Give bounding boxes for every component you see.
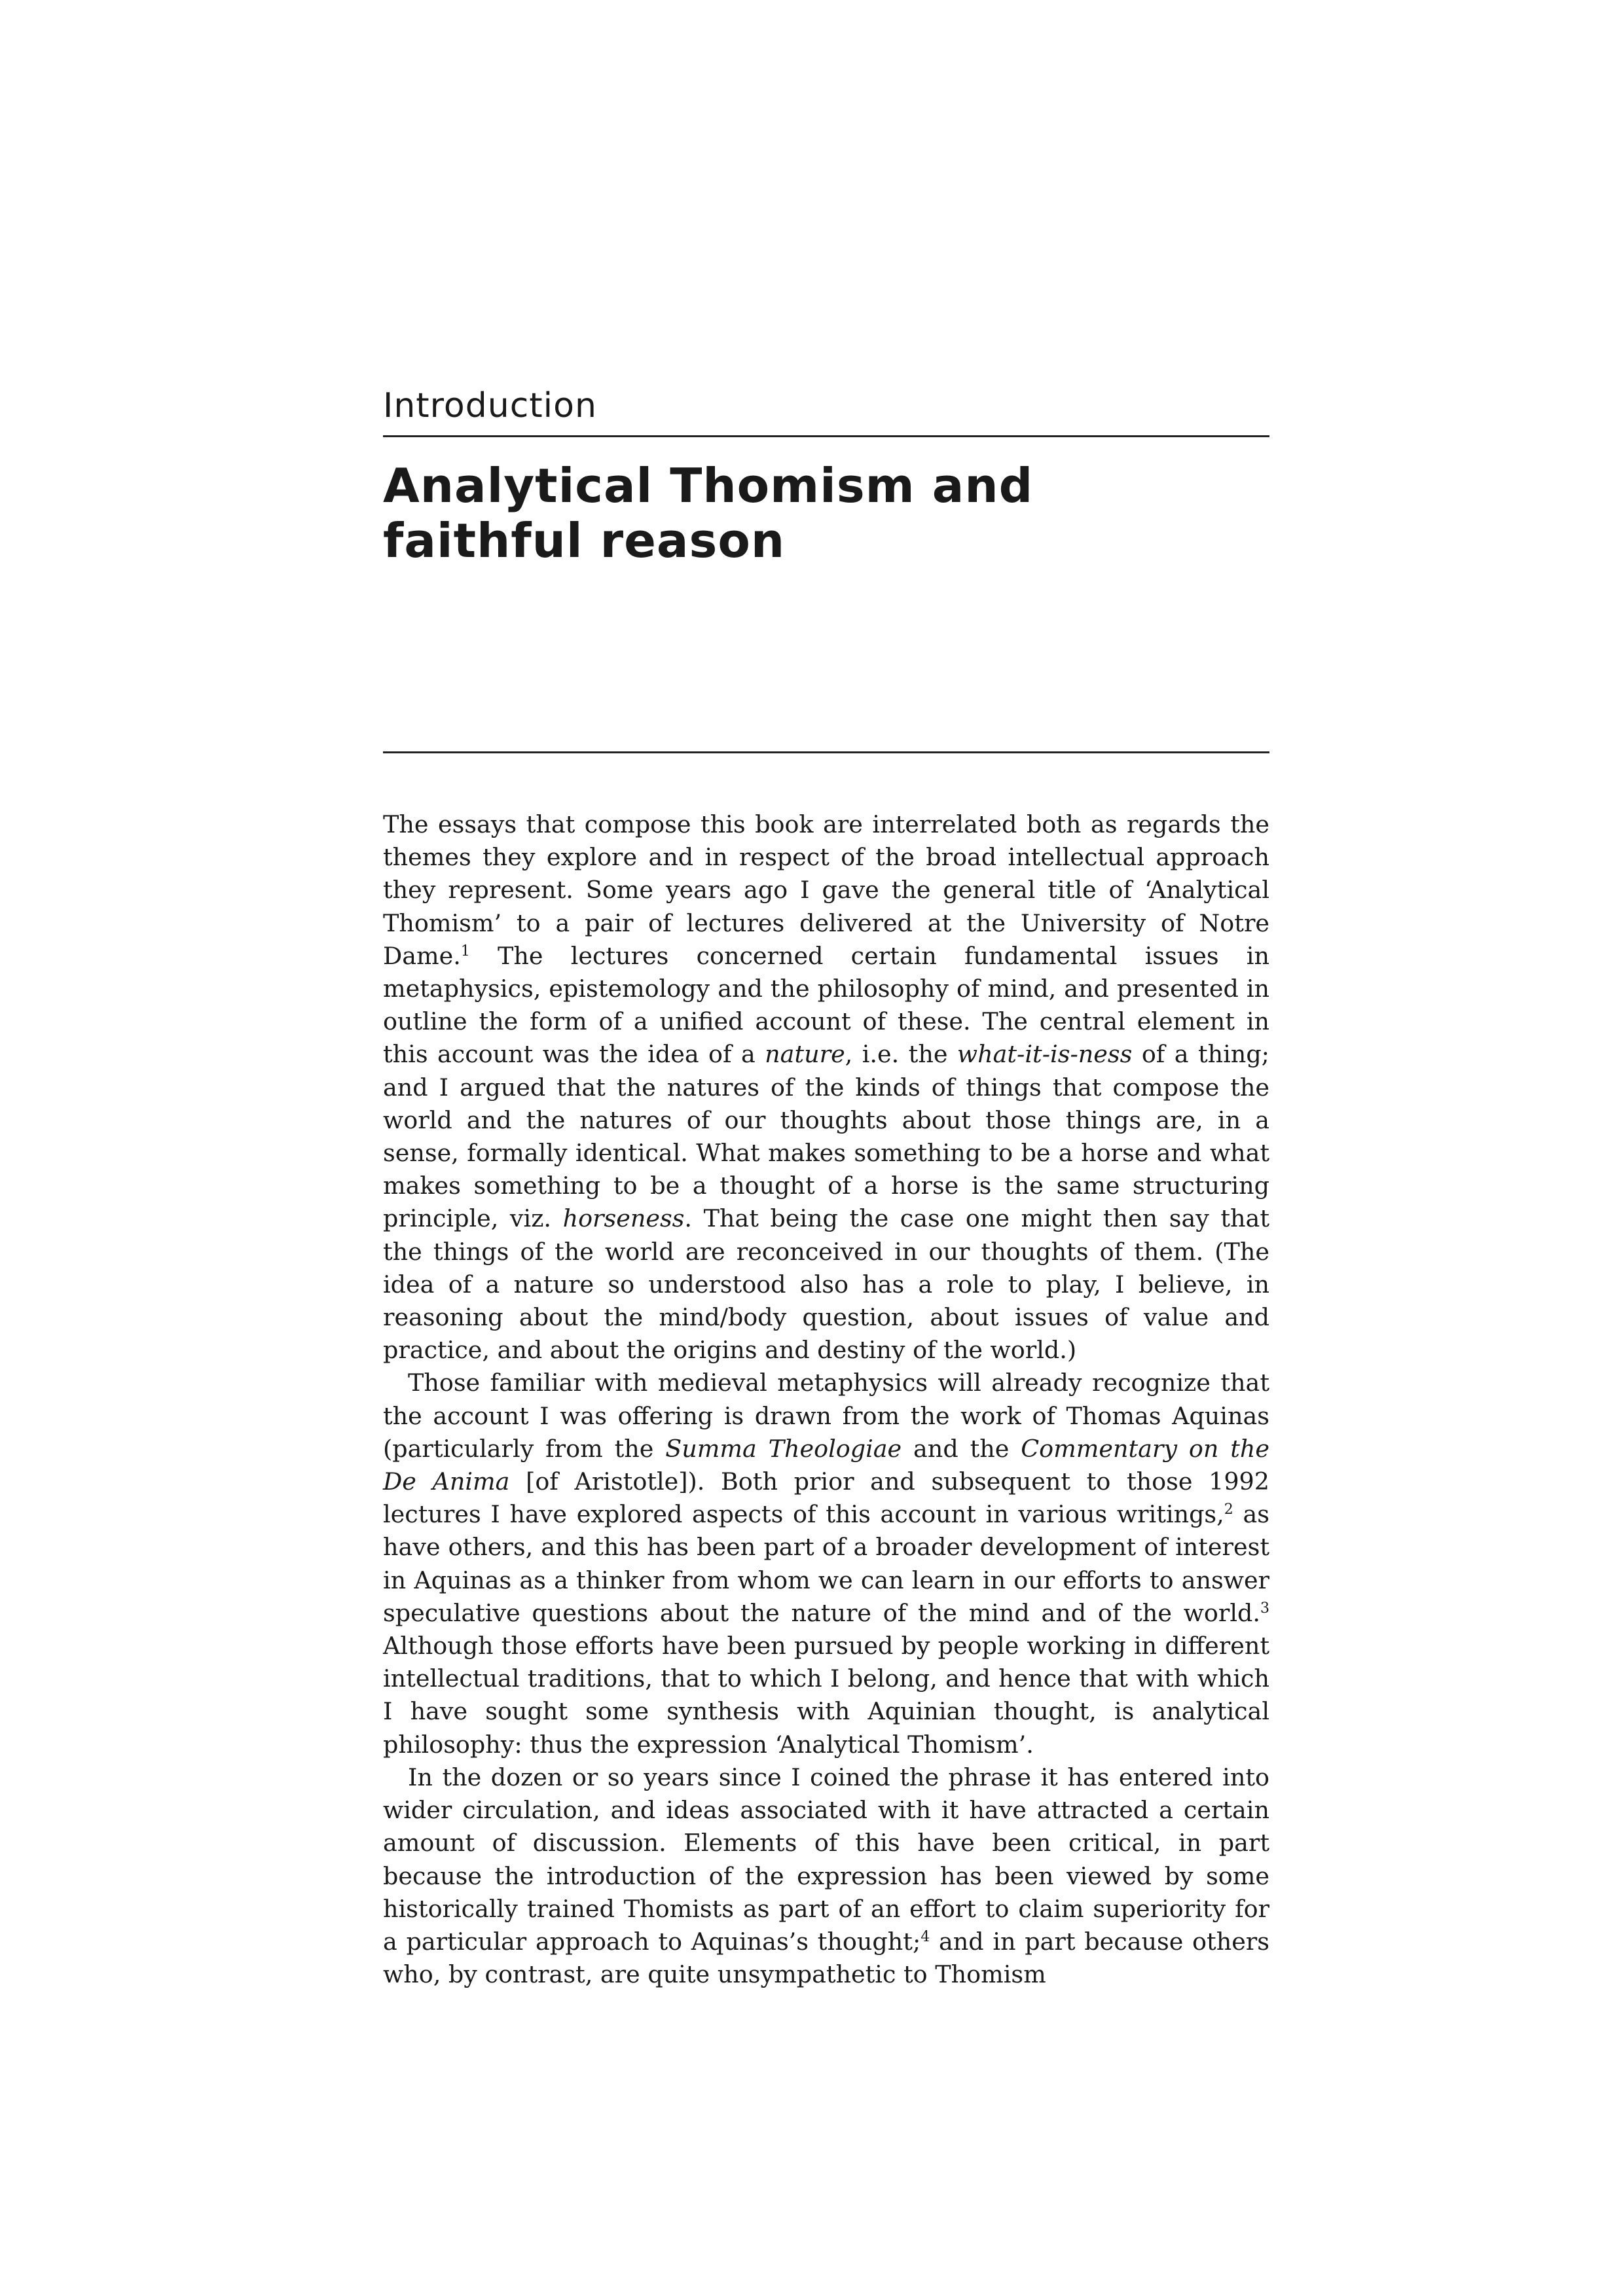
header-rule-top xyxy=(383,435,1269,437)
italic-text: Commentary on the De Anima xyxy=(383,1434,1269,1496)
text-run: and in part because others who, by contrast, are quite unsympathetic to Thomism xyxy=(383,1927,1269,1989)
text-run: The lectures concerned certain fundamental issues in metaphysics, epistemology and the philosophy of mind, and presented in outline the form of a unified account of these. The central element in this account was the idea of a xyxy=(383,941,1269,1069)
paragraph xyxy=(383,808,1269,1367)
footnote-marker: 4 xyxy=(921,1928,930,1945)
text-run: , i.e. the xyxy=(845,1040,957,1069)
paragraph xyxy=(383,1761,1269,1991)
text-run: Those familiar with medieval metaphysics will already recognize that the account I was offering is drawn from the work of Thomas Aquinas (particularly from the xyxy=(383,1369,1269,1463)
footnote-marker: 1 xyxy=(460,942,470,960)
body-text xyxy=(383,808,1269,1991)
italic-text: horseness xyxy=(562,1204,685,1233)
text-run: [of Aristotle]). Both prior and subsequent to those 1992 lectures I have explored aspects of this account in various writings, xyxy=(383,1467,1269,1529)
footnote-marker: 2 xyxy=(1224,1501,1233,1518)
italic-text: Summa Theologiae xyxy=(665,1434,902,1463)
text-run: Although those efforts have been pursued by people working in different intellectual traditions, that to which I belong, and hence that with which I have sought some synthesis with Aquinian thought, is analytical philosophy: thus the expression ‘Analytical Thomism’. xyxy=(383,1632,1269,1759)
chapter-title-line-2: faithful reason xyxy=(383,513,786,568)
text-run: of a thing; and I argued that the natures of the kinds of things that compose the world and the natures of our thoughts about those things are, in a sense, formally identical. What makes something to be a horse and what makes something to be a thought of a horse is the same structuring principle, viz. xyxy=(383,1040,1269,1233)
text-run: The essays that compose this book are interrelated both as regards the themes they explore and in respect of the broad intellectual approach they represent. Some years ago I gave the general title of ‘Analytical Thomism’ to a pair of lectures delivered at the University of Notre Dame. xyxy=(383,810,1269,970)
paragraph xyxy=(383,1367,1269,1761)
italic-text: what-it-is-ness xyxy=(957,1040,1133,1069)
text-run: . That being the case one might then say that the things of the world are reconceived in our thoughts of them. (The idea of a nature so understood also has a role to play, I believe, in reasoning about the mind/body question, about issues of value and practice, and about the origins and destiny of the world.) xyxy=(383,1204,1269,1365)
text-run: as have others, and this has been part of a broader development of interest in Aquinas as a thinker from whom we can learn in our efforts to answer speculative questions about the nature of the mind and of the world. xyxy=(383,1500,1269,1627)
text-run: and the xyxy=(902,1434,1021,1463)
header-rule-bottom xyxy=(383,751,1269,753)
chapter-title xyxy=(383,458,1269,568)
text-run: In the dozen or so years since I coined the phrase it has entered into wider circulation, and ideas associated with it have attracted a certain amount of discussion. Elements of this have been critical, in part because the introduction of the expression has been viewed by some historically trained Thomists as part of an effort to claim superiority for a particular approach to Aquinas’s thought; xyxy=(383,1763,1269,1956)
chapter-title-line-1: Analytical Thomism and xyxy=(383,458,1034,513)
footnote-marker: 3 xyxy=(1260,1600,1269,1617)
chapter-label: Introduction xyxy=(383,386,597,425)
italic-text: nature xyxy=(765,1040,845,1069)
